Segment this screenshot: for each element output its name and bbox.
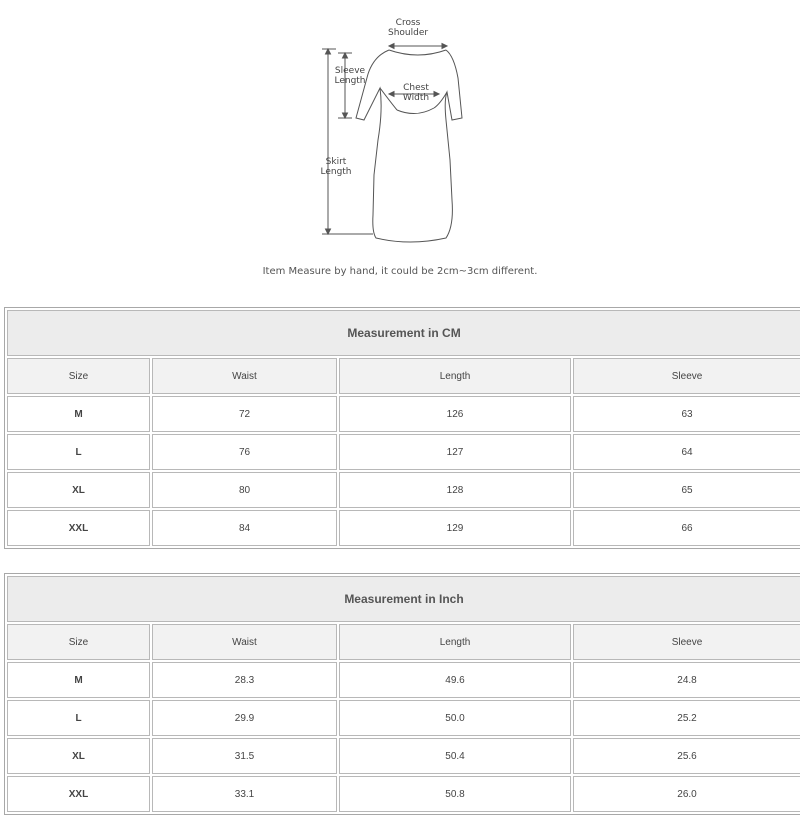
length-cell: 50.0 <box>339 700 571 736</box>
column-header: Length <box>339 624 571 660</box>
waist-cell: 76 <box>152 434 337 470</box>
length-cell: 49.6 <box>339 662 571 698</box>
table-row <box>7 776 800 812</box>
waist-cell: 72 <box>152 396 337 432</box>
column-header: Size <box>7 624 150 660</box>
size-cell: M <box>7 662 150 698</box>
waist-cell: 28.3 <box>152 662 337 698</box>
table-row <box>7 662 800 698</box>
size-cell: XXL <box>7 510 150 546</box>
table-header-row <box>7 358 800 394</box>
length-cell: 50.8 <box>339 776 571 812</box>
cross-shoulder-label: Cross Shoulder <box>388 18 429 38</box>
table-row <box>7 434 800 470</box>
sleeve-cell: 25.6 <box>573 738 800 774</box>
column-header: Length <box>339 358 571 394</box>
length-cell: 127 <box>339 434 571 470</box>
size-cell: XXL <box>7 776 150 812</box>
table-row <box>7 396 800 432</box>
size-cell: L <box>7 700 150 736</box>
column-header: Waist <box>152 358 337 394</box>
column-header: Sleeve <box>573 358 800 394</box>
table-title: Measurement in Inch <box>7 576 800 622</box>
waist-cell: 29.9 <box>152 700 337 736</box>
table-header-row <box>7 624 800 660</box>
measure-note: Item Measure by hand, it could be 2cm~3cm different. <box>262 266 538 277</box>
size-cell: XL <box>7 472 150 508</box>
sleeve-cell: 64 <box>573 434 800 470</box>
column-header: Size <box>7 358 150 394</box>
size-cell: L <box>7 434 150 470</box>
sleeve-length-label: Sleeve Length <box>334 66 366 86</box>
table-row <box>7 472 800 508</box>
table-row <box>7 738 800 774</box>
waist-cell: 33.1 <box>152 776 337 812</box>
length-cell: 126 <box>339 396 571 432</box>
skirt-length-label: Skirt Length <box>320 157 352 177</box>
sleeve-cell: 65 <box>573 472 800 508</box>
waist-cell: 84 <box>152 510 337 546</box>
column-header: Sleeve <box>573 624 800 660</box>
table-row <box>7 510 800 546</box>
length-cell: 128 <box>339 472 571 508</box>
dress-outline-icon <box>0 0 800 260</box>
dress-measurement-diagram <box>0 0 800 290</box>
sleeve-cell: 24.8 <box>573 662 800 698</box>
length-cell: 50.4 <box>339 738 571 774</box>
sleeve-cell: 63 <box>573 396 800 432</box>
waist-cell: 31.5 <box>152 738 337 774</box>
cm-size-table <box>4 307 800 549</box>
sleeve-cell: 66 <box>573 510 800 546</box>
table-title: Measurement in CM <box>7 310 800 356</box>
inch-size-table <box>4 573 800 815</box>
chest-width-label: Chest Width <box>402 83 430 103</box>
waist-cell: 80 <box>152 472 337 508</box>
sleeve-cell: 25.2 <box>573 700 800 736</box>
length-cell: 129 <box>339 510 571 546</box>
table-row <box>7 700 800 736</box>
sleeve-cell: 26.0 <box>573 776 800 812</box>
size-cell: M <box>7 396 150 432</box>
size-cell: XL <box>7 738 150 774</box>
column-header: Waist <box>152 624 337 660</box>
